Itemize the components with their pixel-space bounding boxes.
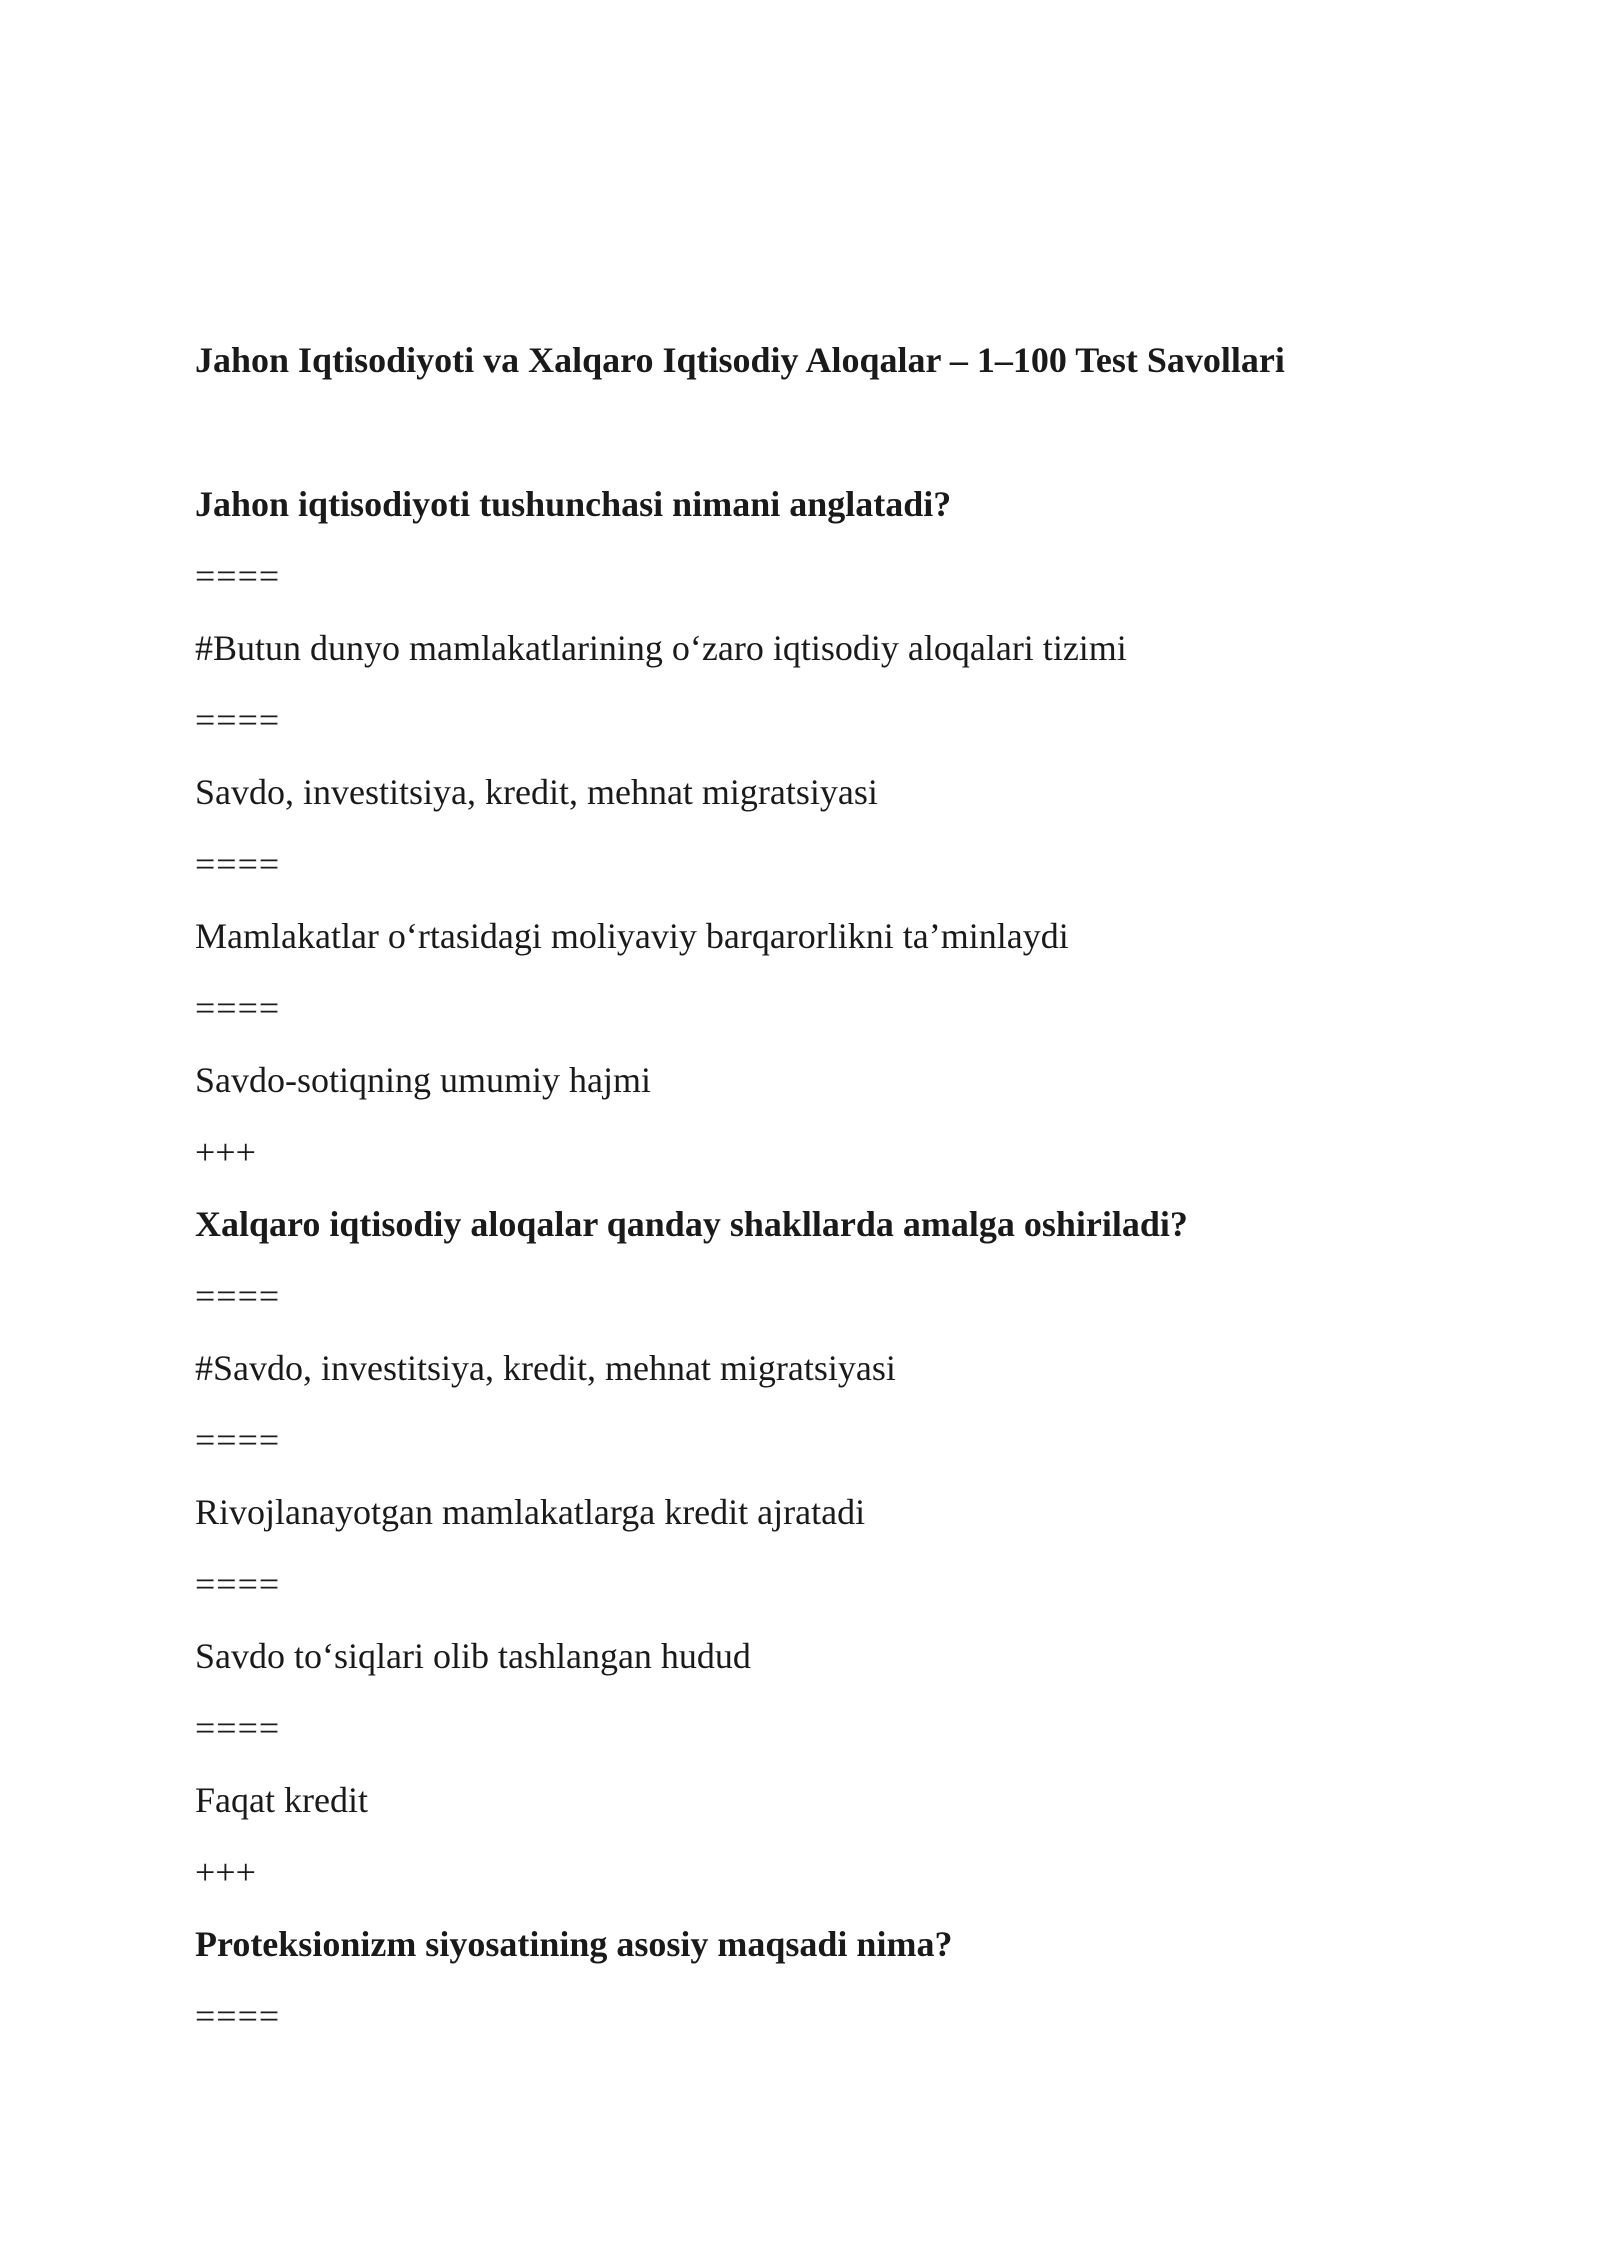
answer-option: Savdo to‘siqlari olib tashlangan hudud (195, 1636, 751, 1676)
answer-option: #Savdo, investitsiya, kredit, mehnat migratsiyasi (195, 1348, 896, 1388)
question-text: Xalqaro iqtisodiy aloqalar qanday shakllarda amalga oshiriladi? (195, 1204, 1188, 1244)
question-text: Jahon iqtisodiyoti tushunchasi nimani anglatadi? (195, 484, 952, 524)
answer-option: Savdo, investitsiya, kredit, mehnat migratsiyasi (195, 772, 878, 812)
answer-option: #Butun dunyo mamlakatlarining o‘zaro iqtisodiy aloqalari tizimi (195, 628, 1127, 668)
option-separator: ==== (195, 556, 281, 596)
option-separator: ==== (195, 1708, 281, 1748)
answer-option: Faqat kredit (195, 1780, 368, 1820)
answer-option: Mamlakatlar o‘rtasidagi moliyaviy barqarorlikni ta’minlaydi (195, 916, 1069, 956)
question-end-marker: +++ (195, 1852, 256, 1892)
option-separator: ==== (195, 1420, 281, 1460)
answer-option: Rivojlanayotgan mamlakatlarga kredit ajratadi (195, 1492, 866, 1532)
question-end-marker: +++ (195, 1132, 256, 1172)
question-text: Proteksionizm siyosatining asosiy maqsadi nima? (195, 1924, 953, 1964)
document-title: Jahon Iqtisodiyoti va Xalqaro Iqtisodiy Aloqalar – 1–100 Test Savollari (195, 340, 1285, 380)
option-separator: ==== (195, 844, 281, 884)
option-separator: ==== (195, 700, 281, 740)
document-body (195, 338, 1455, 2038)
answer-option: Savdo-sotiqning umumiy hajmi (195, 1060, 651, 1100)
option-separator: ==== (195, 1564, 281, 1604)
option-separator: ==== (195, 1996, 281, 2036)
option-separator: ==== (195, 988, 281, 1028)
option-separator: ==== (195, 1276, 281, 1316)
